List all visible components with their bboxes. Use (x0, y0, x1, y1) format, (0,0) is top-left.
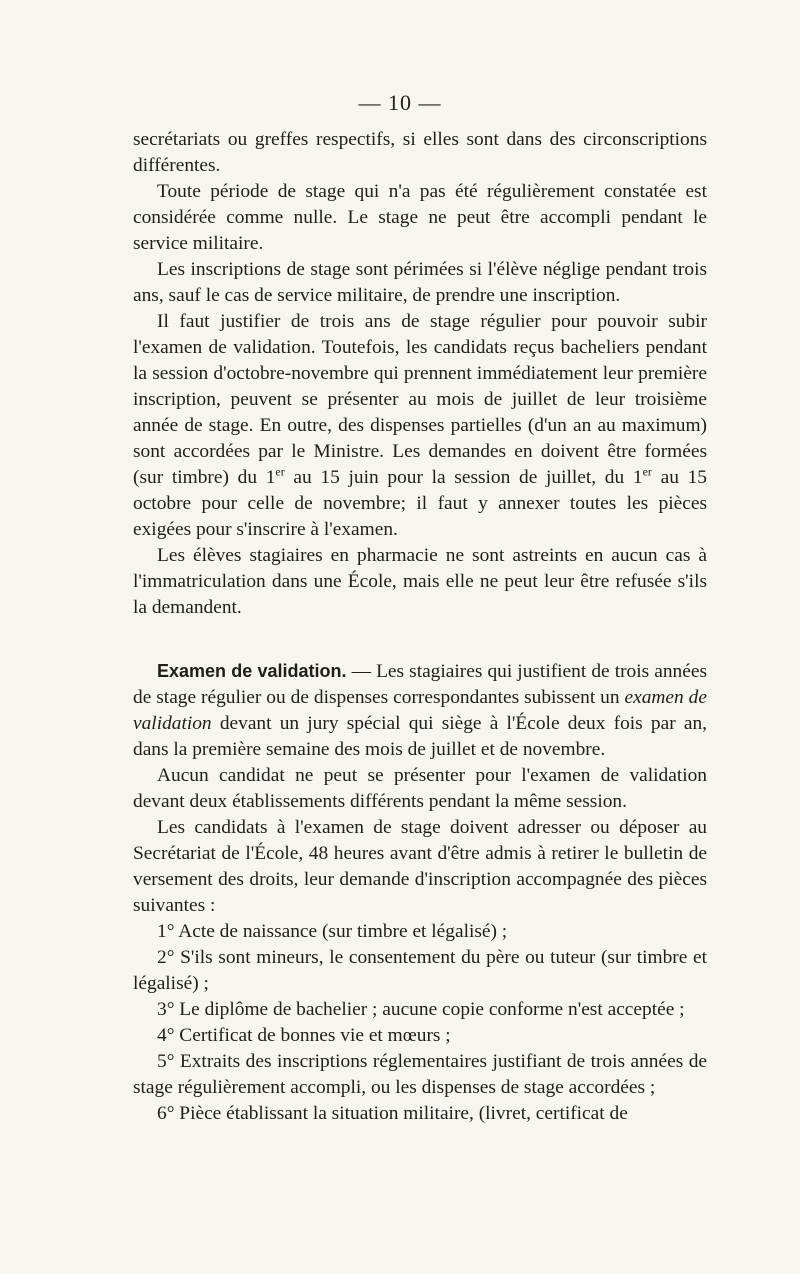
emphasis-text: examen de validation (133, 687, 707, 734)
paragraph: secrétariats ou greffes respectifs, si elles sont dans des circonscriptions différentes. (133, 129, 707, 176)
list-item: 5° Extraits des inscriptions réglementaires justifiant de trois années de stage régulièrement accompli, ou les dispenses de stage accordées ; (133, 1051, 707, 1098)
text-block-upper (133, 127, 707, 621)
superscript: er (642, 464, 652, 479)
paragraph: Les inscriptions de stage sont périmées si l'élève néglige pendant trois ans, sauf le cas de service militaire, de prendre une inscription. (133, 259, 707, 306)
paragraph-text: au 15 octobre pour celle de novembre; il faut y annexer toutes les pièces exigées pour s'inscrire à l'examen. (133, 467, 708, 540)
paragraph-text: — Les stagiaires qui justifient de trois années de stage régulier ou de dispenses correspondantes subissent un (133, 661, 707, 708)
section-heading: Examen de validation. (157, 661, 347, 681)
paragraph: Aucun candidat ne peut se présenter pour l'examen de validation devant deux établissements différents pendant la même session. (133, 765, 707, 812)
paragraph-text: devant un jury spécial qui siège à l'École deux fois par an, dans la première semaine des mois de juillet et de novembre. (133, 713, 707, 760)
list-item: 4° Certificat de bonnes vie et mœurs ; (157, 1025, 451, 1046)
list-item: 6° Pièce établissant la situation militaire, (livret, certificat de (157, 1103, 628, 1124)
superscript: er (275, 464, 285, 479)
paragraph-text: Il faut justifier de trois ans de stage régulier pour pouvoir subir l'examen de validation. Toutefois, les candidats reçus bacheliers pendant la session d'octobre-novembre qui prennent immédiatement leur première inscription, peuvent se présenter au mois de juillet de leur troisième année de stage. En outre, des dispenses partielles (d'un an au maximum) sont accordées par le Ministre. Les demandes en doivent être formées (sur timbre) du 1 (133, 311, 707, 488)
paragraph (133, 309, 707, 543)
page-number: — 10 — (358, 90, 442, 115)
section-intro (133, 658, 707, 763)
paragraph-text: au 15 juin pour la session de juillet, du 1 (284, 467, 643, 488)
list-item: 2° S'ils sont mineurs, le consentement du père ou tuteur (sur timbre et légalisé) ; (133, 947, 707, 994)
paragraph: Les candidats à l'examen de stage doivent adresser ou déposer au Secrétariat de l'École, 48 heures avant d'être admis à retirer le bulletin de versement des droits, leur demande d'inscription accompagnée des pièces suivantes : (133, 817, 707, 916)
list-item: 1° Acte de naissance (sur timbre et légalisé) ; (157, 921, 508, 942)
list-item: 3° Le diplôme de bachelier ; aucune copie conforme n'est acceptée ; (157, 999, 685, 1020)
paragraph: Toute période de stage qui n'a pas été régulièrement constatée est considérée comme nulle. Le stage ne peut être accompli pendant le service militaire. (133, 181, 707, 254)
section-examen-validation (133, 658, 707, 1127)
paragraph: Les élèves stagiaires en pharmacie ne sont astreints en aucun cas à l'immatriculation dans une École, mais elle ne peut leur être refusée s'ils la demandent. (133, 545, 707, 618)
